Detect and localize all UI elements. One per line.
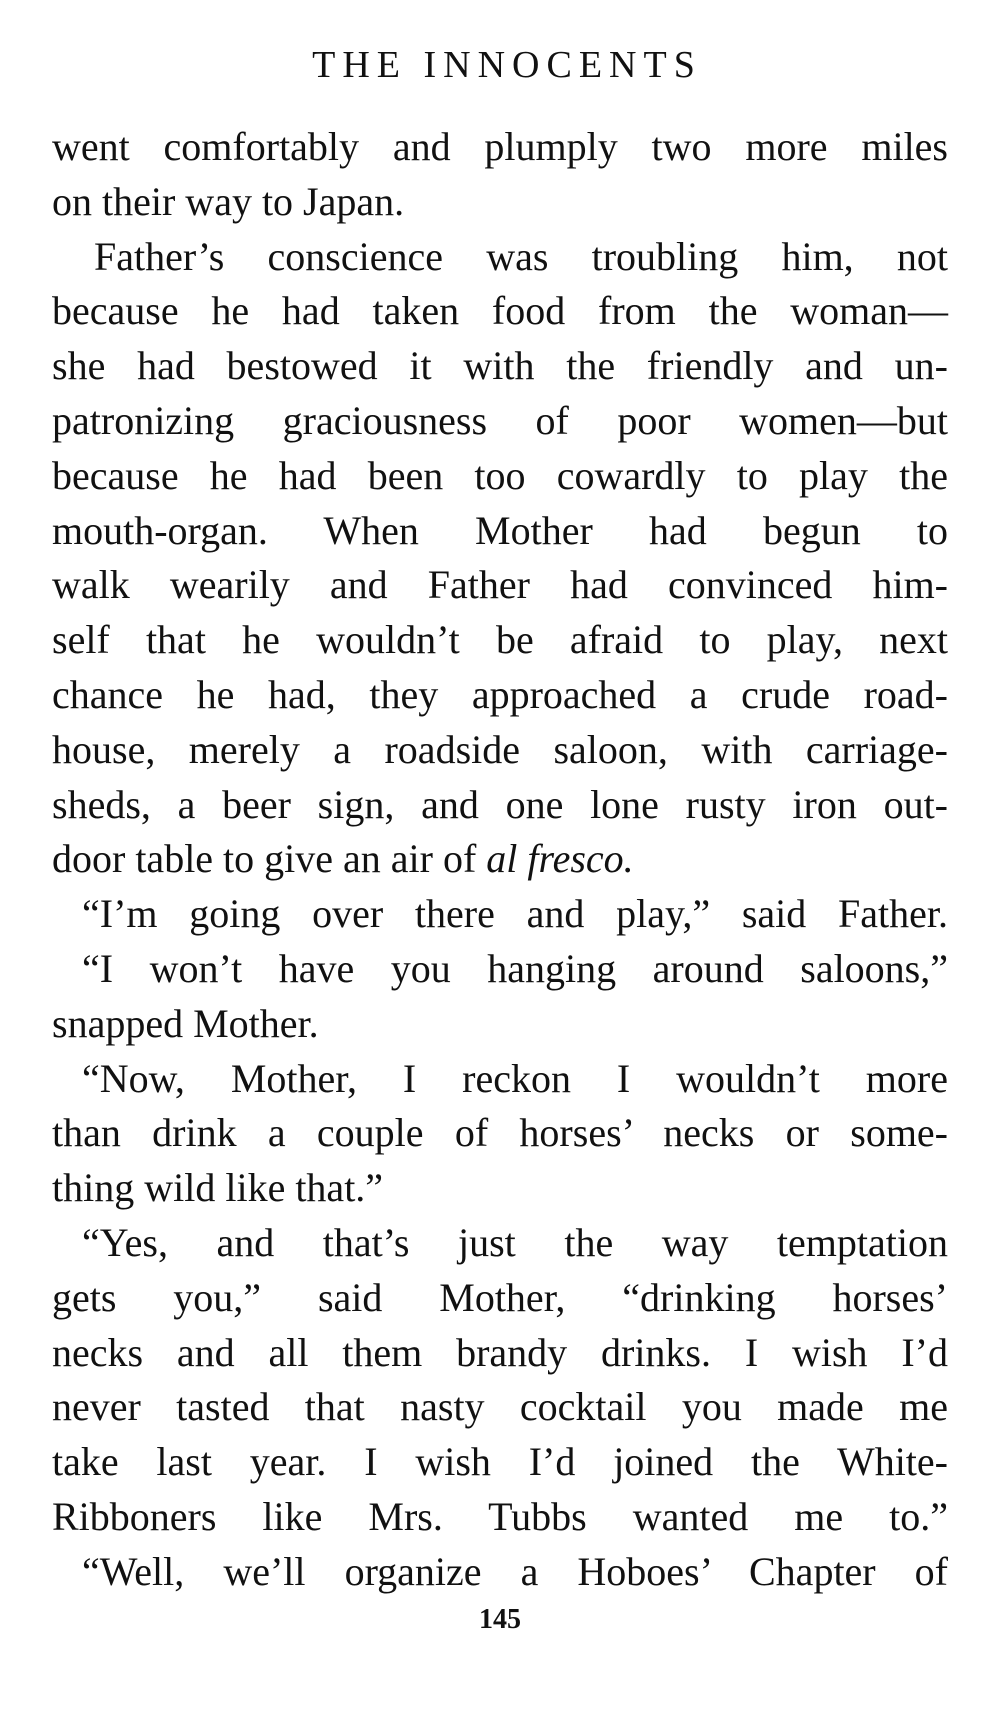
text-line: chance he had, they approached a crude road- [52,671,948,717]
text-line: “I won’t have you hanging around saloons,” [82,945,948,991]
text-line: gets you,” said Mother, “drinking horses’ [52,1274,948,1320]
text-line: “Well, we’ll organize a Hoboes’ Chapter of [82,1548,948,1594]
running-head: THE INNOCENTS [312,44,702,86]
text-line: mouth-organ. When Mother had begun to [52,507,948,553]
text-fragment: door table to give an air of [52,836,487,882]
text-line: “Yes, and that’s just the way temptation [82,1219,948,1265]
text-line: “I’m going over there and play,” said Father. [82,891,948,937]
text-line: because he had been too cowardly to play the [52,452,948,498]
page-number: 145 [479,1604,521,1635]
text-line: thing wild like that.” [52,1165,384,1211]
text-line: on their way to Japan. [52,178,405,224]
text-line: necks and all them brandy drinks. I wish I’d [52,1329,948,1375]
body-text [52,120,948,1600]
text-line: Father’s conscience was troubling him, not [94,233,948,279]
text-line: self that he wouldn’t be afraid to play, next [52,617,948,663]
text-line: went comfortably and plumply two more miles [52,124,948,169]
text-line: take last year. I wish I’d joined the White- [52,1439,948,1485]
text-line: snapped Mother. [52,1000,319,1046]
text-line: house, merely a roadside saloon, with carriage- [52,726,948,772]
text-line: walk wearily and Father had convinced him- [52,562,948,608]
text-line: “Now, Mother, I reckon I wouldn’t more [82,1055,948,1101]
text-line: because he had taken food from the woman— [52,288,948,334]
text-line: she had bestowed it with the friendly and un- [52,343,948,389]
text-line: Ribboners like Mrs. Tubbs wanted me to.” [52,1493,948,1539]
text-line [52,832,948,887]
text-line: never tasted that nasty cocktail you made me [52,1384,948,1430]
text-line: than drink a couple of horses’ necks or some- [52,1110,948,1156]
text-line: patronizing graciousness of poor women—but [52,397,948,443]
italic-phrase: al fresco. [486,836,634,882]
text-line: sheds, a beer sign, and one lone rusty iron out- [52,781,948,827]
